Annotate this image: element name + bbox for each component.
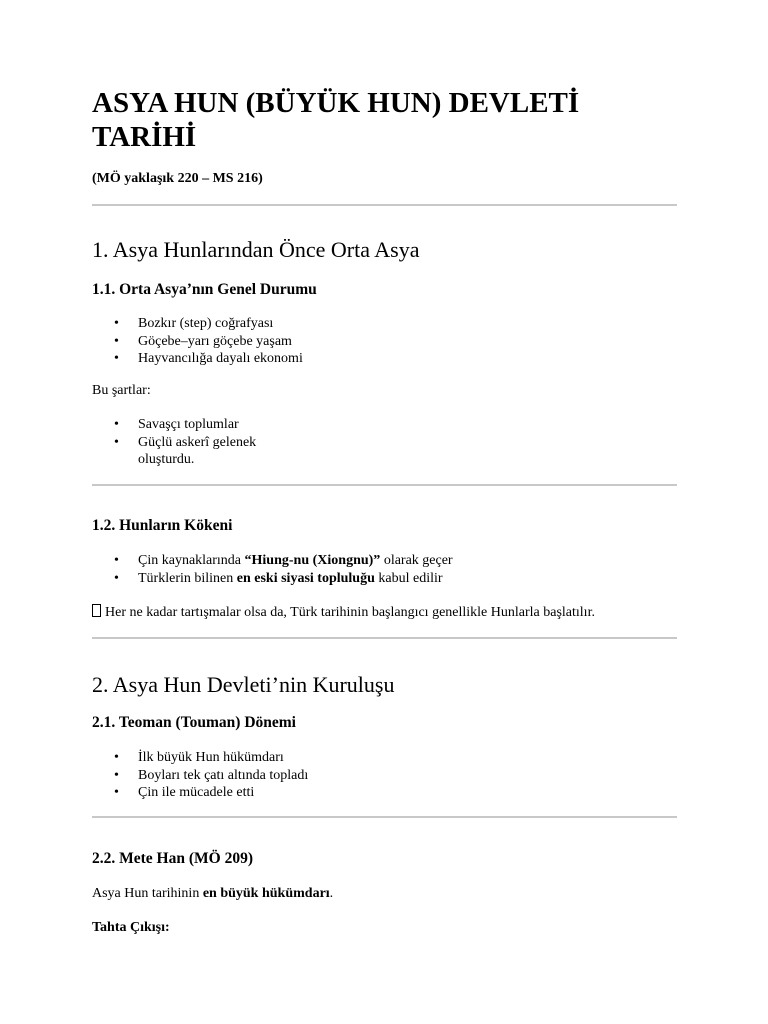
section-1-1-heading: 1.1. Orta Asya’nın Genel Durumu <box>92 281 317 298</box>
list-item: • Çin kaynaklarında “Hiung-nu (Xiongnu)” olarak geçer <box>114 553 453 568</box>
conditions-list <box>92 416 272 469</box>
list-item: • Türklerin bilinen en eski siyasi topluluğu kabul edilir <box>114 570 443 586</box>
list-item: • Savaşçı toplumlar <box>114 417 239 432</box>
date-range: (MÖ yaklaşık 220 – MS 216) <box>92 171 263 186</box>
section-2-heading: 2. Asya Hun Devleti’nin Kuruluşu <box>92 672 395 697</box>
divider <box>92 637 677 639</box>
list-item: • Çin ile mücadele etti <box>114 785 255 800</box>
list-item: • Boyları tek çatı altında topladı <box>114 767 309 783</box>
section-1-heading: 1. Asya Hunlarından Önce Orta Asya <box>92 237 420 262</box>
list-item: • Güçlü askerî gelenek oluşturdu. <box>114 434 257 467</box>
list-item: • İlk büyük Hun hükümdarı <box>114 750 284 765</box>
missing-glyph-icon <box>92 604 101 617</box>
conditions-intro: Bu şartlar: <box>92 383 151 398</box>
divider <box>92 816 677 818</box>
divider <box>92 204 677 206</box>
mete-intro: Asya Hun tarihinin en büyük hükümdarı. <box>92 886 334 901</box>
list-item: • Hayvancılığa dayalı ekonomi <box>114 351 303 366</box>
section-2-1-heading: 2.1. Teoman (Touman) Dönemi <box>92 714 296 731</box>
geography-list <box>92 315 303 368</box>
section-2-2-heading: 2.2. Mete Han (MÖ 209) <box>92 850 253 867</box>
origin-note: Her ne kadar tartışmalar olsa da, Türk tarihinin başlangıcı genellikle Hunlarla başlatılır. <box>92 604 595 622</box>
list-item: • Göçebe–yarı göçebe yaşam <box>114 333 292 349</box>
teoman-list <box>92 749 308 802</box>
document-title: ASYA HUN (BÜYÜK HUN) DEVLETİ TARİHİ <box>92 87 580 153</box>
divider <box>92 484 677 486</box>
section-1-2-heading: 1.2. Hunların Kökeni <box>92 517 233 534</box>
origin-list <box>92 552 453 587</box>
accession-label: Tahta Çıkışı: <box>92 920 170 935</box>
list-item: • Bozkır (step) coğrafyası <box>114 316 274 331</box>
